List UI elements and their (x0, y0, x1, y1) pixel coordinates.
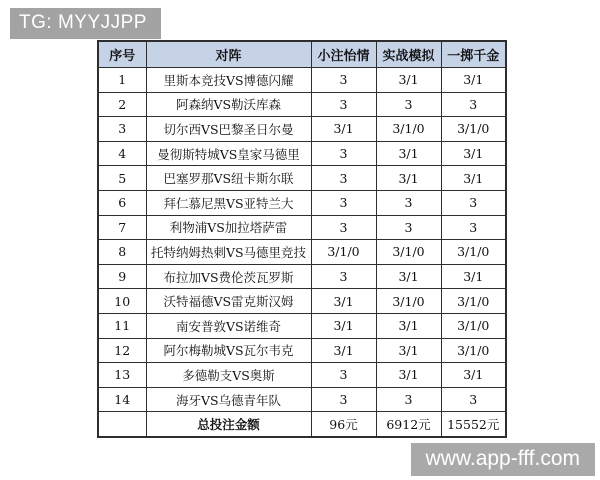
telegram-watermark: TG: MYYJJPP (10, 8, 161, 39)
row-number: 8 (98, 240, 146, 265)
matchup-cell: 里斯本竞技VS博德闪耀 (146, 68, 311, 93)
small-bet-cell: 3/1 (311, 117, 376, 142)
table-row (98, 92, 506, 117)
all-in-cell: 3 (441, 190, 506, 215)
col-header-matchup: 对阵 (146, 41, 311, 68)
row-number: 10 (98, 289, 146, 314)
real-sim-cell: 3 (376, 215, 441, 240)
all-in-cell: 3/1/0 (441, 240, 506, 265)
real-sim-cell: 3/1 (376, 68, 441, 93)
matchup-cell: 南安普敦VS诺维奇 (146, 313, 311, 338)
real-sim-cell: 3/1 (376, 264, 441, 289)
row-number: 13 (98, 363, 146, 388)
table-row (98, 338, 506, 363)
small-bet-cell: 3/1 (311, 313, 376, 338)
small-bet-cell: 3 (311, 141, 376, 166)
all-in-cell: 3/1/0 (441, 338, 506, 363)
row-number: 3 (98, 117, 146, 142)
small-bet-cell: 3/1 (311, 289, 376, 314)
matchup-cell: 拜仁慕尼黑VS亚特兰大 (146, 190, 311, 215)
matchup-cell: 曼彻斯特城VS皇家马德里 (146, 141, 311, 166)
row-number: 1 (98, 68, 146, 93)
small-bet-cell: 3 (311, 68, 376, 93)
real-sim-cell: 3 (376, 92, 441, 117)
row-number: 9 (98, 264, 146, 289)
total-real-sim: 6912元 (376, 412, 441, 437)
betting-picks-table (97, 40, 507, 438)
col-header-index: 序号 (98, 41, 146, 68)
col-header-real-sim: 实战模拟 (376, 41, 441, 68)
small-bet-cell: 3/1 (311, 338, 376, 363)
table-row (98, 215, 506, 240)
table-row (98, 313, 506, 338)
row-number: 11 (98, 313, 146, 338)
small-bet-cell: 3 (311, 92, 376, 117)
table-row (98, 166, 506, 191)
real-sim-cell: 3/1/0 (376, 117, 441, 142)
matchup-cell: 托特纳姆热刺VS马德里竞技 (146, 240, 311, 265)
real-sim-cell: 3/1/0 (376, 240, 441, 265)
total-label: 总投注金额 (146, 412, 311, 437)
real-sim-cell: 3 (376, 190, 441, 215)
row-number: 7 (98, 215, 146, 240)
row-number: 6 (98, 190, 146, 215)
real-sim-cell: 3/1/0 (376, 289, 441, 314)
small-bet-cell: 3 (311, 166, 376, 191)
matchup-cell: 沃特福德VS雷克斯汉姆 (146, 289, 311, 314)
table-row (98, 363, 506, 388)
row-number: 14 (98, 387, 146, 412)
all-in-cell: 3/1 (441, 363, 506, 388)
total-small-bet: 96元 (311, 412, 376, 437)
all-in-cell: 3 (441, 215, 506, 240)
all-in-cell: 3/1 (441, 264, 506, 289)
small-bet-cell: 3 (311, 363, 376, 388)
real-sim-cell: 3/1 (376, 363, 441, 388)
small-bet-cell: 3 (311, 215, 376, 240)
matchup-cell: 布拉加VS费伦茨瓦罗斯 (146, 264, 311, 289)
table-row (98, 141, 506, 166)
all-in-cell: 3/1/0 (441, 289, 506, 314)
all-in-cell: 3/1 (441, 68, 506, 93)
real-sim-cell: 3 (376, 387, 441, 412)
matchup-cell: 多德勒支VS奥斯 (146, 363, 311, 388)
row-number: 2 (98, 92, 146, 117)
table-row (98, 264, 506, 289)
all-in-cell: 3/1 (441, 141, 506, 166)
table-row (98, 289, 506, 314)
table-row (98, 240, 506, 265)
real-sim-cell: 3/1 (376, 141, 441, 166)
table-row (98, 117, 506, 142)
matchup-cell: 切尔西VS巴黎圣日尔曼 (146, 117, 311, 142)
matchup-cell: 阿尔梅勒城VS瓦尔韦克 (146, 338, 311, 363)
all-in-cell: 3/1 (441, 166, 506, 191)
small-bet-cell: 3 (311, 190, 376, 215)
row-number: 4 (98, 141, 146, 166)
all-in-cell: 3 (441, 92, 506, 117)
small-bet-cell: 3 (311, 387, 376, 412)
real-sim-cell: 3/1 (376, 313, 441, 338)
small-bet-cell: 3 (311, 264, 376, 289)
real-sim-cell: 3/1 (376, 338, 441, 363)
table-header-row (98, 41, 506, 68)
real-sim-cell: 3/1 (376, 166, 441, 191)
all-in-cell: 3 (441, 387, 506, 412)
all-in-cell: 3/1/0 (441, 117, 506, 142)
matchup-cell: 阿森纳VS勒沃库森 (146, 92, 311, 117)
website-watermark: www.app-fff.com (411, 443, 595, 476)
table-row (98, 387, 506, 412)
table-row (98, 190, 506, 215)
matchup-cell: 利物浦VS加拉塔萨雷 (146, 215, 311, 240)
matchup-cell: 海牙VS乌德青年队 (146, 387, 311, 412)
total-row-empty-cell (98, 412, 146, 437)
table-row (98, 68, 506, 93)
row-number: 5 (98, 166, 146, 191)
col-header-all-in: 一掷千金 (441, 41, 506, 68)
matchup-cell: 巴塞罗那VS纽卡斯尔联 (146, 166, 311, 191)
total-all-in: 15552元 (441, 412, 506, 437)
table-total-row (98, 412, 506, 437)
col-header-small-bet: 小注怡情 (311, 41, 376, 68)
small-bet-cell: 3/1/0 (311, 240, 376, 265)
row-number: 12 (98, 338, 146, 363)
all-in-cell: 3/1/0 (441, 313, 506, 338)
